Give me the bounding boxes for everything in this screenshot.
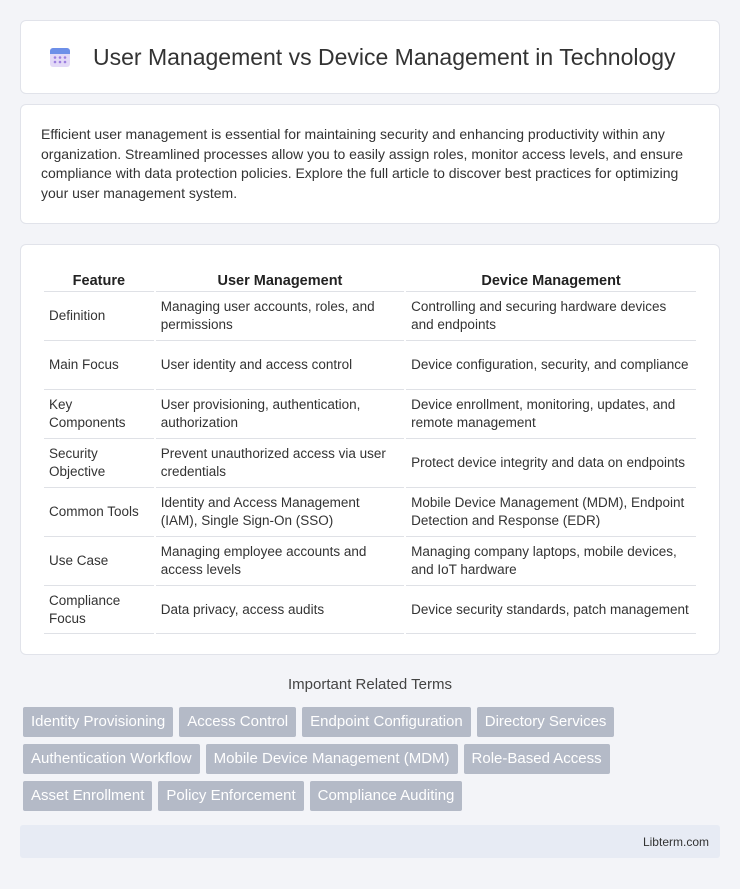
related-terms-list [23, 707, 723, 811]
user-management-cell: Prevent unauthorized access via user credentials [156, 438, 404, 487]
user-management-cell: User identity and access control [156, 340, 404, 389]
page-title: User Management vs Device Management in Technology [93, 43, 676, 70]
feature-cell: Security Objective [44, 438, 154, 487]
user-management-cell: Managing user accounts, roles, and permissions [156, 291, 404, 340]
user-management-cell: User provisioning, authentication, authorization [156, 389, 404, 438]
related-term-tag[interactable]: Policy Enforcement [158, 781, 303, 811]
comparison-table-card [20, 244, 720, 655]
device-management-cell: Device security standards, patch management [406, 585, 696, 634]
feature-cell: Compliance Focus [44, 585, 154, 634]
intro-paragraph: Efficient user management is essential for maintaining security and enhancing productivity within any organization. Streamlined processes allow you to easily assign roles, monitor access levels, and ensure compliance with data protection policies. Explore the full article to discover best practices for optimizing your user management system. [41, 126, 683, 201]
related-term-tag[interactable]: Directory Services [477, 707, 615, 737]
comparison-table [42, 265, 698, 634]
related-term-tag[interactable]: Access Control [179, 707, 296, 737]
table-row [44, 536, 696, 585]
user-management-cell: Managing employee accounts and access levels [156, 536, 404, 585]
device-management-cell: Managing company laptops, mobile devices, and IoT hardware [406, 536, 696, 585]
column-header-user-management: User Management [217, 273, 343, 289]
related-terms-heading: Important Related Terms [288, 676, 452, 693]
device-management-cell: Device enrollment, monitoring, updates, and remote management [406, 389, 696, 438]
feature-cell: Common Tools [44, 487, 154, 536]
related-term-tag[interactable]: Mobile Device Management (MDM) [206, 744, 458, 774]
header-card [20, 20, 720, 94]
feature-cell: Definition [44, 291, 154, 340]
table-row [44, 291, 696, 340]
related-term-tag[interactable]: Endpoint Configuration [302, 707, 471, 737]
table-header-row [44, 265, 696, 291]
feature-cell: Key Components [44, 389, 154, 438]
related-term-tag[interactable]: Asset Enrollment [23, 781, 152, 811]
user-management-cell: Data privacy, access audits [156, 585, 404, 634]
user-management-cell: Identity and Access Management (IAM), Single Sign-On (SSO) [156, 487, 404, 536]
footer-site-link[interactable]: Libterm.com [642, 834, 709, 849]
table-row [44, 438, 696, 487]
device-management-cell: Controlling and securing hardware devices and endpoints [406, 291, 696, 340]
table-row [44, 340, 696, 389]
device-management-cell: Device configuration, security, and compliance [406, 340, 696, 389]
column-header-device-management: Device Management [481, 273, 621, 289]
related-term-tag[interactable]: Compliance Auditing [310, 781, 463, 811]
device-management-cell: Mobile Device Management (MDM), Endpoint Detection and Response (EDR) [406, 487, 696, 536]
feature-cell: Main Focus [44, 340, 154, 389]
column-header-feature: Feature [72, 273, 126, 289]
feature-cell: Use Case [44, 536, 154, 585]
device-management-cell: Protect device integrity and data on endpoints [406, 438, 696, 487]
table-row [44, 487, 696, 536]
table-row [44, 389, 696, 438]
intro-card [20, 104, 720, 224]
related-term-tag[interactable]: Identity Provisioning [23, 707, 173, 737]
related-term-tag[interactable]: Authentication Workflow [23, 744, 200, 774]
related-term-tag[interactable]: Role-Based Access [464, 744, 610, 774]
calendar-grid-icon [47, 44, 73, 70]
footer-bar [20, 825, 720, 858]
table-row [44, 585, 696, 634]
